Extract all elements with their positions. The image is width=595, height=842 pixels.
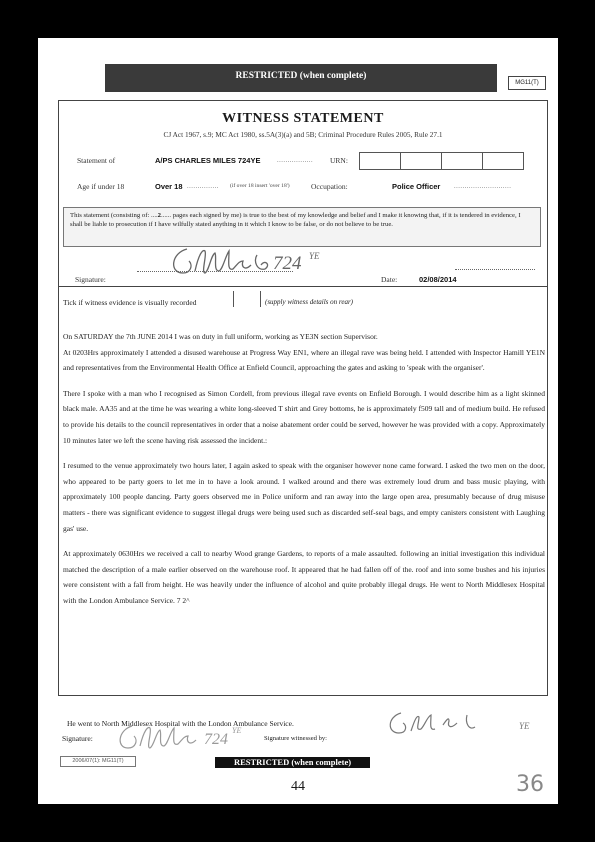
signature-image [169, 243, 344, 279]
footer-signature-image [116, 720, 266, 754]
closing-initials-image [387, 707, 542, 737]
age-label: Age if under 18 [77, 182, 125, 191]
statement-paragraph: There I spoke with a man who I recognised as Simon Cordell, from previous illegal rave events on Enfield Borough. I would describe him as a light skinned black male. AA35 and at the time he was wearing a white long-sleeved T shirt and Grey bottoms, he is approximately f509 tall and of medium build. He refused to provide his details to the council representatives in order that a noise abatement order could be served, however he was provided with a copy. Approximately 10 minutes later we left the scene having risk assessed the incident.: [63, 388, 545, 445]
statement-paragraph: On SATURDAY the 7th JUNE 2014 I was on duty in full uniform, working as YE3N section Supervisor. [63, 332, 378, 341]
footer-signature-mark: 724 [204, 731, 228, 748]
reference-code: 2006/07(1): MG11(T) [60, 756, 136, 767]
form-code: MG11(T) [508, 76, 546, 90]
statement-body [63, 329, 545, 619]
statement-of-dots: ................. [277, 157, 314, 164]
date-dots [455, 269, 535, 270]
declaration-box [63, 207, 541, 247]
occupation-value: Police Officer [392, 182, 441, 191]
declaration-start: This statement (consisting of: .... [70, 212, 158, 219]
svg-text:YE: YE [232, 726, 242, 735]
restricted-banner-bottom: RESTRICTED (when complete) [215, 757, 370, 768]
urn-label: URN: [330, 156, 348, 165]
declaration-end: ...... pages each signed by me) is true to the best of my knowledge and belief and I make it knowing that, if it is tendered in evidence, I shall be liable to prosecution if I have wilfully stated anything in it which I know to be false, or do not believe to be true. [70, 212, 521, 228]
statement-paragraph: I resumed to the venue approximately two hours later, I again asked to speak with the organiser however none came forward. I asked the two men on the door, who appeared to be party goers to let me in to have a look around. I walked around and there was extremely loud drum and bass music playing, with approximately 100 people dancing. Party goers observed me in Police uniform and ran away into the large open area, presumably because of drug misuse matters - there was significant evidence to suggest illegal drugs were being used such as discarded self-seal bags, and empty canisters consistent with Laughing gas' use. [63, 461, 545, 533]
age-value: Over 18 [155, 182, 183, 191]
signature-witnessed-label: Signature witnessed by: [264, 735, 327, 742]
svg-text:YE: YE [309, 251, 320, 261]
handwritten-page-number: 36 [516, 772, 544, 797]
age-dots: ............... [187, 183, 219, 190]
visual-tick-label: Tick if witness evidence is visually recorded [63, 298, 197, 307]
form-divider [59, 286, 547, 287]
statement-paragraph: At approximately 0630Hrs we received a call to nearby Wood grange Gardens, to reports of a male assaulted. following an initial investigation this individual matched the description of a male earlier observed on the warehouse roof. It appeared that he had fallen off of the. roof and into some bushes and his injuries were consistent with a fall from height. He was heavily under the influence of alcohol and quite probably illegal drugs. He went to North Middlesex Hospital with the London Ambulance Service. 7 2^ [63, 549, 545, 605]
signature-label: Signature: [75, 275, 106, 284]
restricted-banner-top: RESTRICTED (when complete) [105, 64, 497, 92]
footer-signature-label: Signature: [62, 734, 93, 743]
statement-page [38, 38, 558, 804]
form-title: WITNESS STATEMENT [222, 111, 384, 126]
statement-paragraph: At 0203Hrs approximately I attended a disused warehouse at Progress Way EN1, where an illegal rave was being held. I attended with Inspector Hamill YE1N and representatives from the Environmental Health Office at Enfield Council, approaching the gates and asking to 'speak with the organiser'. [63, 347, 545, 373]
signature-mark: 724 [273, 253, 302, 274]
statement-of-label: Statement of [77, 156, 116, 165]
occupation-label: Occupation: [311, 182, 348, 191]
visual-tick-box[interactable] [233, 291, 261, 307]
closing-mark: YE [519, 721, 530, 731]
page-count: 2 [157, 212, 162, 219]
date-label: Date: [381, 275, 398, 284]
urn-boxes[interactable] [360, 152, 524, 170]
page-number: 44 [291, 779, 305, 794]
form-statute: CJ Act 1967, s.9; MC Act 1980, ss.5A(3)(a) and 5B; Criminal Procedure Rules 2005, Rule 27.1 [163, 130, 443, 139]
witness-statement-form [58, 100, 548, 731]
date-value: 02/08/2014 [419, 275, 457, 284]
occupation-dots: ........................... [454, 183, 512, 190]
statement-of-value: A/PS CHARLES MILES 724YE [155, 156, 261, 165]
closing-line: He went to North Middlesex Hospital with the London Ambulance Service. [67, 719, 294, 728]
age-note: (if over 18 insert 'over 18') [230, 183, 290, 189]
visual-tick-note: (supply witness details on rear) [265, 298, 354, 306]
